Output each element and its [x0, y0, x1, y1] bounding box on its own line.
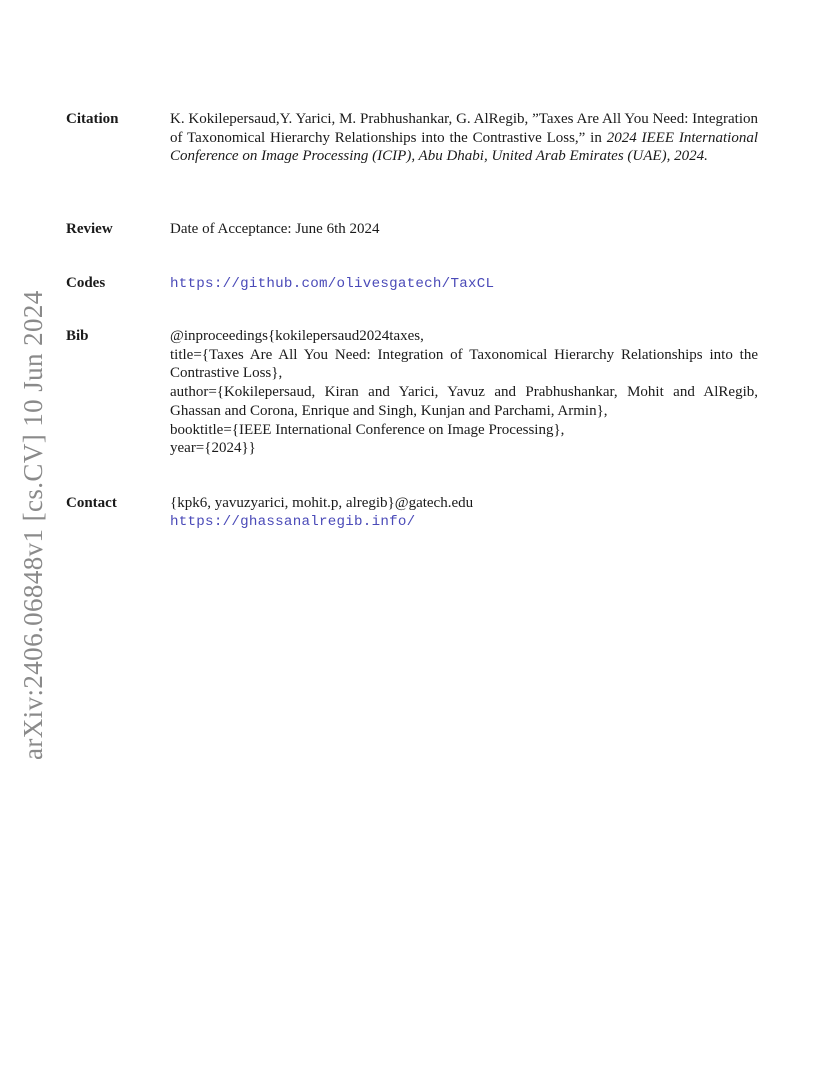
bib-line-entry: @inproceedings{kokilepersaud2024taxes,	[170, 328, 424, 344]
citation-venue: 2024 IEEE International Conference on Image Processing (ICIP), Abu Dhabi, United Arab Emirates (UAE), 2024.	[170, 129, 758, 165]
citation-plain-text: K. Kokilepersaud,Y. Yarici, M. Prabhushankar, G. AlRegib, ”Taxes Are All You Need: Integration of Taxonomical Hierarchy Relationships into the Contrastive Loss,” in	[170, 111, 758, 146]
bib-line-author: author={Kokilepersaud, Kiran and Yarici, Yavuz and Prabhushankar, Mohit and AlRegib, Ghassan and Corona, Enrique and Singh, Kunjan and Parchami, Armin},	[170, 384, 758, 419]
arxiv-watermark	[18, 290, 58, 760]
citation-label: Citation	[66, 111, 119, 127]
contact-website-link[interactable]: https://ghassanalregib.info/	[170, 513, 416, 530]
bib-line-title: title={Taxes Are All You Need: Integration of Taxonomical Hierarchy Relationships into the Contrastive Loss},	[170, 346, 758, 382]
bib-line-year: year={2024}}	[170, 440, 256, 457]
arxiv-identifier: arXiv:2406.06848v1 [cs.CV] 10 Jun 2024	[18, 290, 48, 760]
bib-entry	[170, 327, 758, 458]
citation-text	[170, 110, 758, 166]
bib-label: Bib	[66, 328, 89, 344]
codes-github-link[interactable]: https://github.com/olivesgatech/TaxCL	[170, 276, 495, 292]
contact-label: Contact	[66, 495, 117, 511]
bib-line-booktitle: booktitle={IEEE International Conference on Image Processing},	[170, 421, 565, 438]
contact-email: {kpk6, yavuzyarici, mohit.p, alregib}@gatech.edu	[170, 495, 474, 511]
codes-label: Codes	[66, 275, 106, 291]
review-label: Review	[66, 221, 113, 237]
review-text: Date of Acceptance: June 6th 2024	[170, 221, 380, 237]
